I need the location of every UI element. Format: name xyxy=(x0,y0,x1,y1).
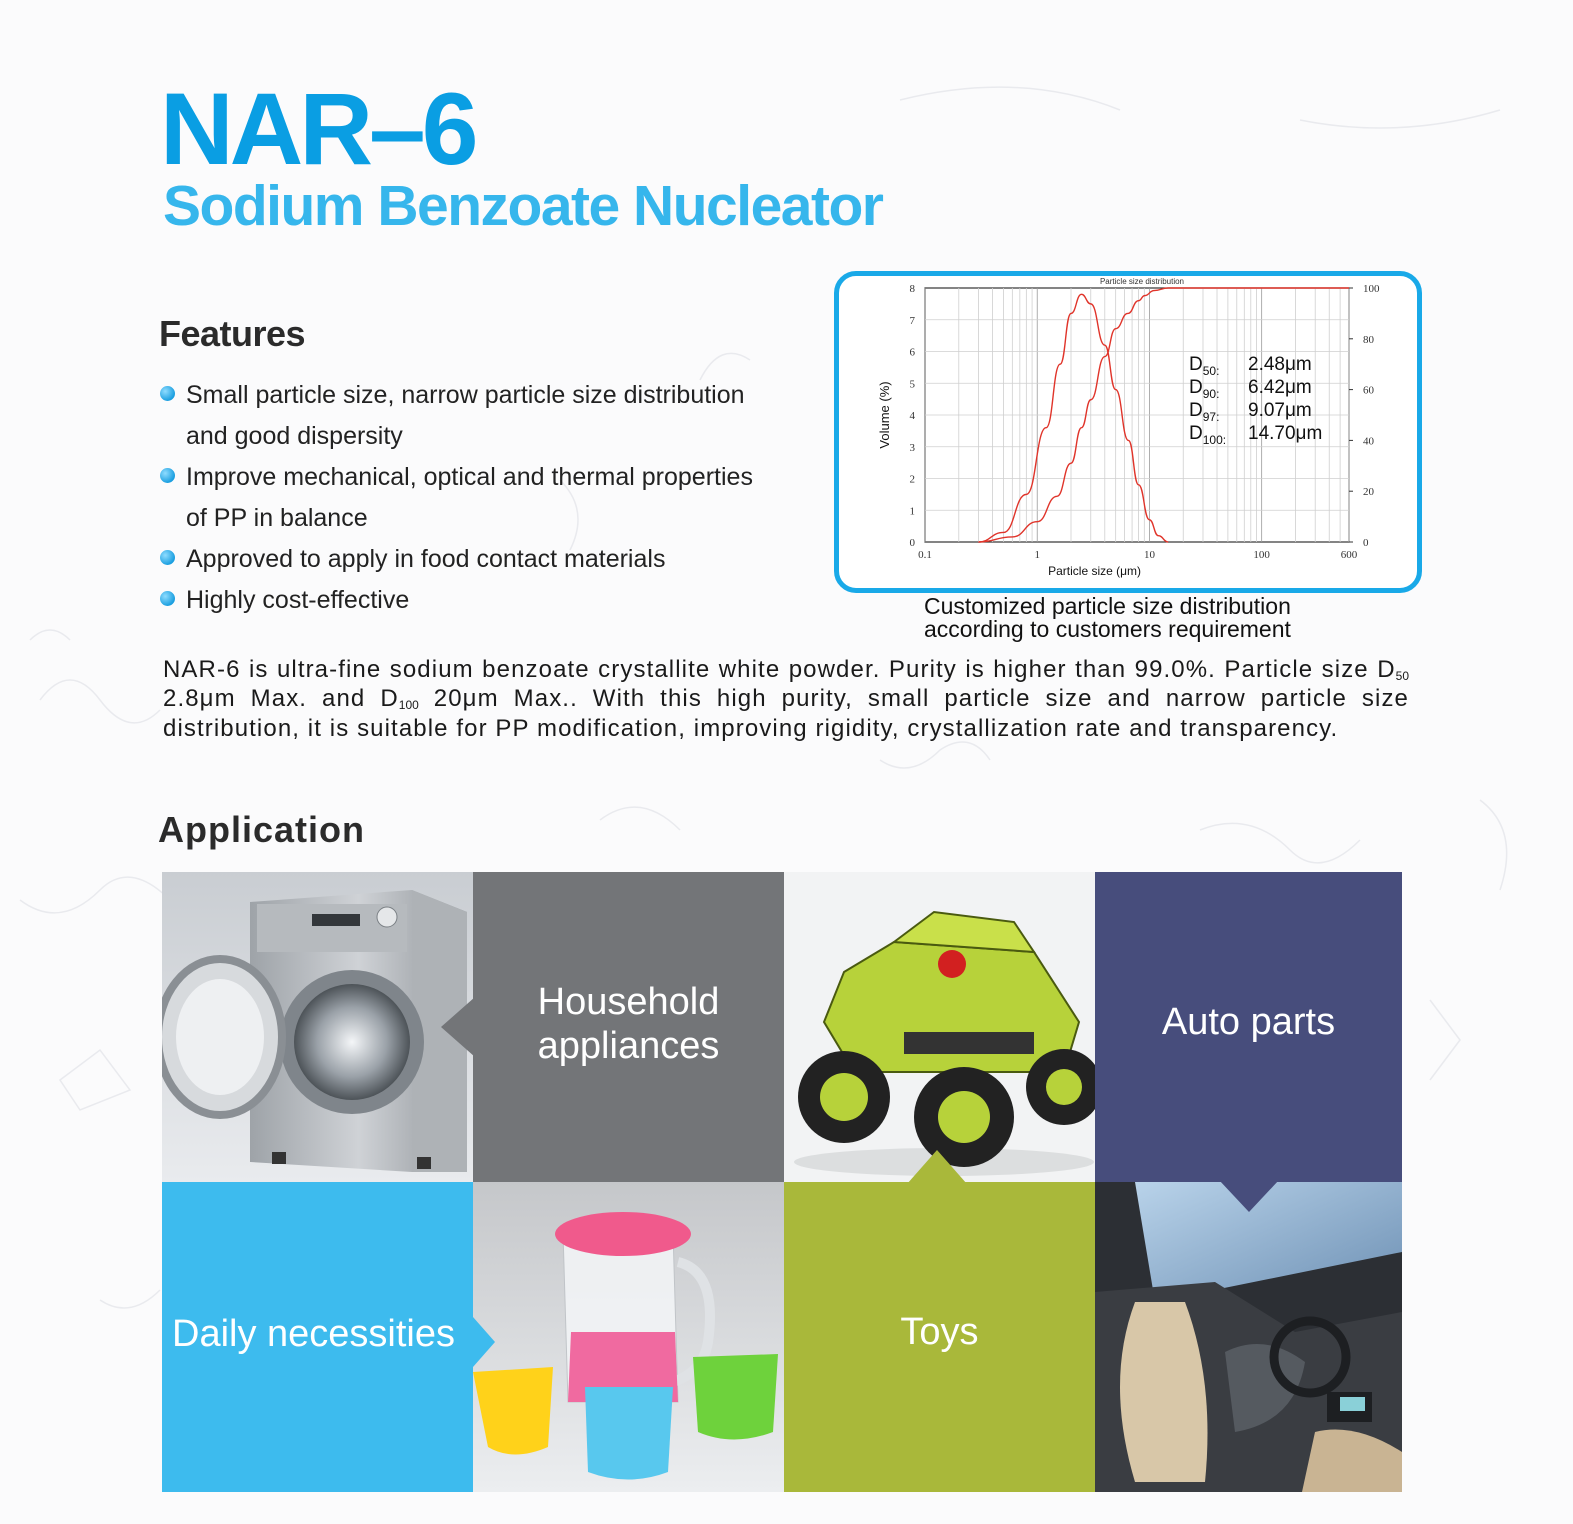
y-tick-label-left: 3 xyxy=(909,441,915,454)
x-tick-label: 0.1 xyxy=(918,549,932,561)
particle-size-chart-frame xyxy=(834,271,1422,593)
feature-item: Small particle size, narrow particle size distribution and good dispersity xyxy=(160,375,810,457)
household-pointer-icon xyxy=(441,997,475,1057)
auto-parts-label: Auto parts xyxy=(1161,1001,1336,1043)
product-name: Sodium Benzoate Nucleator xyxy=(163,174,883,238)
x-tick-label: 100 xyxy=(1253,549,1270,561)
y-tick-label-right: 80 xyxy=(1363,333,1374,346)
y-tick-label-left: 5 xyxy=(909,378,915,391)
x-tick-label: 600 xyxy=(1340,549,1358,561)
y-tick-label-left: 6 xyxy=(909,346,915,359)
x-axis-label: Particle size (μm) xyxy=(1048,564,1142,578)
y-axis-label: Volume (%) xyxy=(877,381,892,449)
y-tick-label-left: 0 xyxy=(909,537,915,549)
chart-caption-line: according to customers requirement xyxy=(924,616,1291,642)
y-tick-label-right: 100 xyxy=(1363,283,1380,295)
household-appliances-label: Household appliances xyxy=(537,981,720,1067)
features-list xyxy=(160,375,810,621)
y-tick-label-left: 1 xyxy=(909,505,915,518)
toys-tile xyxy=(784,1182,1095,1492)
d-value: 2.48μm xyxy=(1248,354,1312,375)
y-tick-label-right: 0 xyxy=(1363,537,1369,549)
toys-label: Toys xyxy=(900,1311,979,1353)
d-value-label: $D_{97:}$ xyxy=(1189,400,1220,424)
d-value: 6.42μm xyxy=(1248,377,1312,398)
product-code: NAR–6 xyxy=(160,72,475,186)
household-appliances-tile xyxy=(473,872,784,1182)
y-tick-label-left: 2 xyxy=(909,473,915,486)
y-tick-label-right: 60 xyxy=(1363,384,1374,397)
y-tick-label-left: 4 xyxy=(909,410,915,422)
d-value: 9.07μm xyxy=(1248,400,1312,421)
feature-item: Approved to apply in food contact materials xyxy=(160,539,810,580)
d-value: 14.70μm xyxy=(1248,423,1323,444)
particle-size-chart xyxy=(839,276,1417,588)
application-heading: Application xyxy=(158,809,365,850)
washing-machine-image xyxy=(162,872,473,1182)
y-tick-label-right: 40 xyxy=(1363,435,1374,448)
chart-title: Particle size distribution xyxy=(1099,277,1185,286)
bullet-icon xyxy=(160,591,175,606)
feature-item: Improve mechanical, optical and thermal properties of PP in balance xyxy=(160,457,810,539)
product-description: NAR-6 is ultra-fine sodium benzoate crystallite white powder. Purity is higher than 99.0%. Particle size $D_{50}$ 2.8μm Max. and $D_{100}$ 20μm Max.. With this high purity, small particle size and narrow particle size distribution, it is suitable for PP modification, improving rigidity, crystallization rate and transparency. xyxy=(163,656,1409,742)
x-tick-label: 1 xyxy=(1034,549,1040,561)
chart-caption-line: Customized particle size distribution xyxy=(924,593,1291,619)
bullet-icon xyxy=(160,550,175,565)
y-tick-label-right: 20 xyxy=(1363,486,1374,499)
application-grid xyxy=(162,872,1402,1492)
feature-item: Highly cost-effective xyxy=(160,580,810,621)
d-value-label: $D_{90:}$ xyxy=(1189,377,1220,401)
y-tick-label-left: 8 xyxy=(909,283,915,295)
y-tick-label-left: 7 xyxy=(909,314,915,327)
bullet-icon xyxy=(160,386,175,401)
toy-truck-image xyxy=(784,872,1095,1182)
x-tick-label: 10 xyxy=(1143,549,1155,561)
cups-jug-image xyxy=(473,1182,784,1492)
car-interior-image xyxy=(1095,1182,1402,1492)
auto-parts-pointer-icon xyxy=(1219,1180,1279,1212)
features-heading: Features xyxy=(159,313,306,354)
d-value-label: $D_{50:}$ xyxy=(1189,354,1220,378)
auto-parts-tile xyxy=(1095,872,1402,1182)
daily-necessities-label: Daily necessities xyxy=(172,1313,455,1355)
d-value-label: $D_{100:}$ xyxy=(1189,423,1227,447)
toys-pointer-icon xyxy=(907,1150,967,1184)
chart-caption xyxy=(924,595,1291,641)
daily-necessities-tile xyxy=(162,1182,473,1492)
bullet-icon xyxy=(160,468,175,483)
